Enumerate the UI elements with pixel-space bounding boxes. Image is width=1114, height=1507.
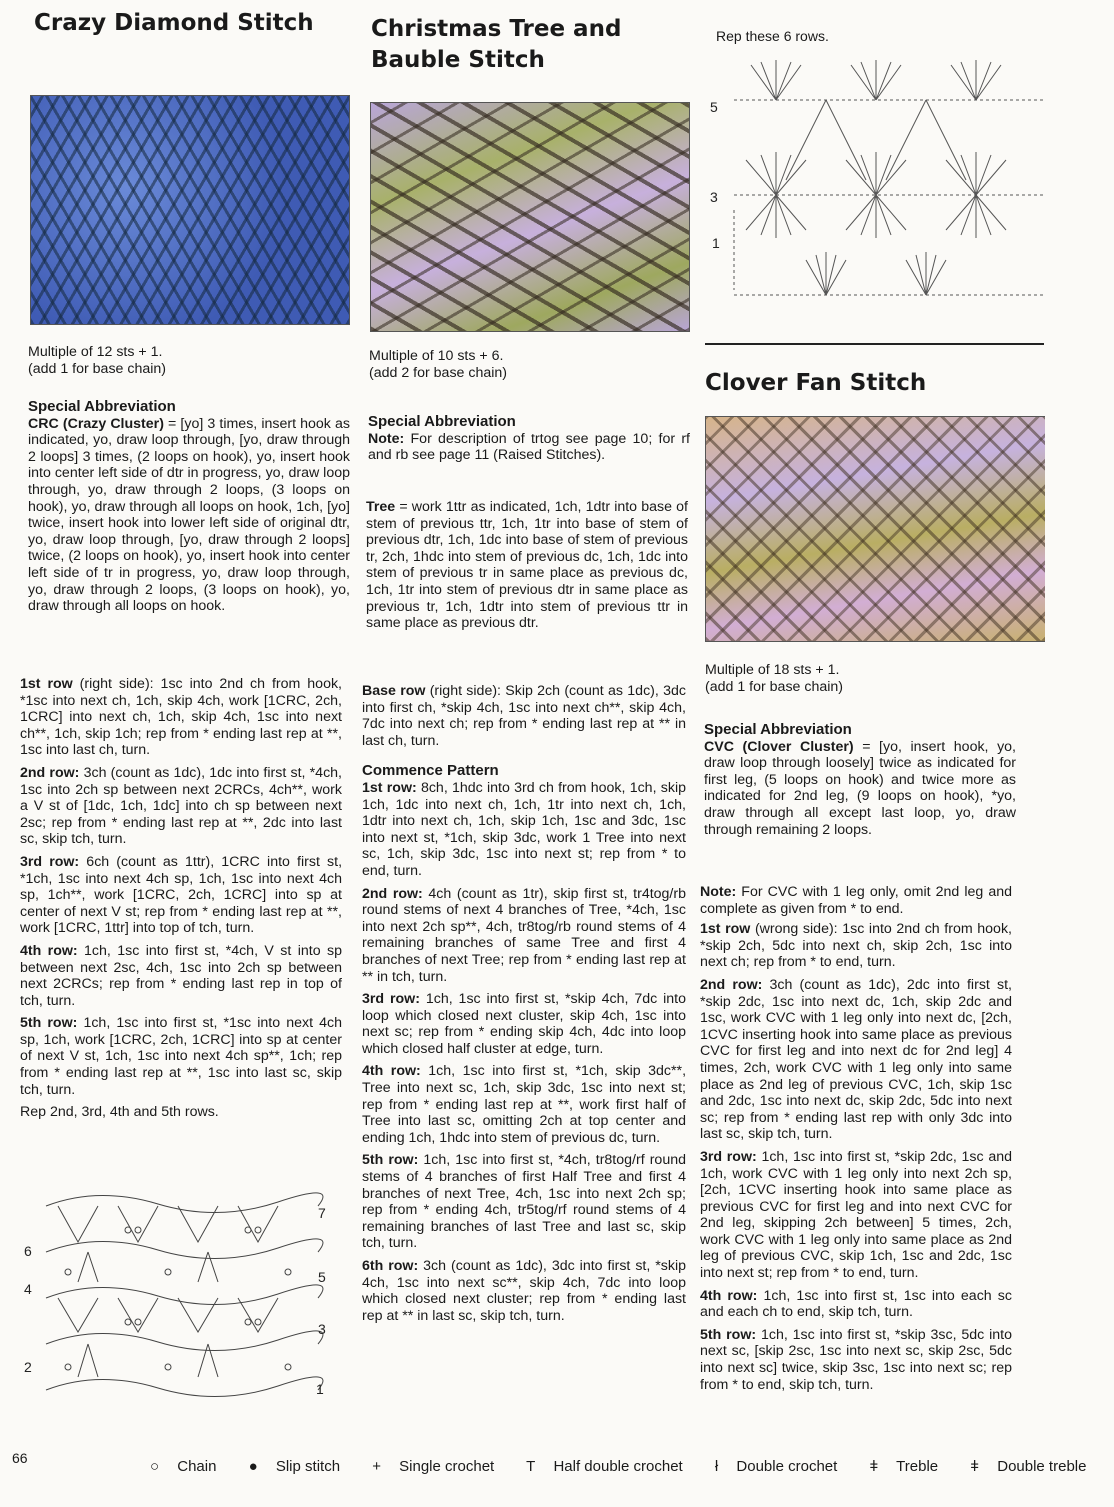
row-label: 4th row: xyxy=(362,1063,421,1080)
clover-fan-abbrev xyxy=(704,722,1016,844)
row-text: 3ch (count as 1dc), 2dc into first st, *skip 2dc, 1sc into next dc, 1ch, skip 2dc and 1sc, work CVC with 1 leg only into next dc, [2ch, 1CVC inserting hook into same place as previous CVC for first leg and into next dc for 2nd leg] 4 times, 2ch, work CVC with 1 leg only into same place as 2nd leg of previous CVC, 1ch, skip 1sc and 2dc, 1sc into next dc, skip 2dc, 5dc into next sc; rep from * ending last rep with only 3dc into last sc, skip tch, turn. xyxy=(700,976,1012,1143)
note-text: For CVC with 1 leg only, omit 2nd leg and complete as given from * to end. xyxy=(700,884,1012,917)
abbrev-name: CVC (Clover Cluster) xyxy=(704,738,854,755)
diagram-row-number: 1 xyxy=(316,1381,324,1397)
row-text: 1ch, 1sc into first st, *4ch, tr8tog/rf round stems of 4 branches of first Half Tree and first 4 branches of next Tree, 4ch, 1sc into next 2ch sp; rep from * ending 4ch, tr5tog/rf round stems of 4 remaining branches of last Tree and last sc, skip tch, turn. xyxy=(362,1152,686,1252)
legend-label: Treble xyxy=(896,1458,939,1475)
row-instruction xyxy=(700,1288,1012,1321)
abbrev-heading: Special Abbreviation xyxy=(368,413,516,430)
repeat-six-rows-text: Rep these 6 rows. xyxy=(716,28,829,44)
row-label: 2nd row: xyxy=(362,885,423,902)
chain-symbol-icon: ○ xyxy=(150,1458,160,1475)
double-crochet-symbol-icon: ł xyxy=(714,1458,719,1475)
row-text: 1ch, 1sc into first st, *1sc into next 4ch sp, 1ch, work [1CRC, 2ch, 1CRC] into sp at center of next V st, 1ch, 1sc into next 4ch sp**, 1ch; rep from * ending last rep at **, 1sc into last sc, skip tch, turn. xyxy=(20,1015,343,1098)
diagram-row-number: 5 xyxy=(318,1269,326,1285)
row-text: (wrong side): 1sc into 2nd ch from hook, *skip 2ch, 5dc into next ch, skip 2ch, 1sc into next ch; rep from * to end, turn. xyxy=(700,921,1012,971)
row-instruction xyxy=(362,1258,686,1324)
row-text: 6ch (count as 1ttr), 1CRC into first st, *1ch, 1sc into next 4ch sp, 1ch, 1sc into next 4ch sp, 1ch**, work [1CRC, 2ch, 1CRC] into sp at center of next V st; rep from * ending last rep at **, work [1CRC, 1ttr] into top of tch, turn. xyxy=(20,853,343,937)
abbrev-text: = [yo] 3 times, insert hook as indicated, yo, draw loop through, [yo, draw through 2 loops] 3 times, (2 loops on hook), yo, insert hook into center left side of dtr in progress, yo, draw loop through, yo, draw through 2 loops, (3 loops on hook), yo, draw through all loops on hook, 1ch, [yo] twice, insert hook into lower left side of original dtr, yo, draw loop through, [yo, draw through 2 loops] twice, (2 loops on hook), yo, insert hook into center left side of tr in progress, yo, draw loop through, yo, draw through 2 loops, (3 loops on hook), yo, draw through all loops on hook. xyxy=(28,415,350,615)
legend-item-double-crochet xyxy=(715,1458,851,1475)
base-row-text: (right side): Skip 2ch (count as 1dc), 3dc into first ch, *skip 4ch, 1sc into next ch**, skip 4ch, 7dc into next ch; rep from * ending last rep at ** in last ch, turn. xyxy=(362,683,686,749)
christmas-tree-swatch-image xyxy=(370,102,690,332)
multiple-text: Multiple of 12 sts + 1. xyxy=(28,344,163,360)
legend-label: Single crochet xyxy=(399,1458,495,1475)
symbol-legend xyxy=(150,1458,1087,1475)
multiple-text: Multiple of 18 sts + 1. xyxy=(705,662,840,678)
abbrev-heading: Special Abbreviation xyxy=(28,398,176,415)
legend-item-chain xyxy=(150,1458,230,1475)
diagram-row-number: 7 xyxy=(318,1205,326,1221)
tree-label: Tree xyxy=(366,499,396,515)
row-text: 4ch (count as 1tr), skip first st, tr4tog/rb round stems of next 4 branches of Tree, *4ch, 1sc into next 2ch sp**, 4ch, tr8tog/rb round stems of 4 remaining branches of same Tree and first 4 branches of next Tree; rep from * ending last rep at ** in tch, turn. xyxy=(362,885,686,985)
row-instruction xyxy=(700,977,1012,1143)
row-text: (right side): 1sc into 2nd ch from hook, *1sc into next ch, 1ch, skip 4ch, work [1CRC, 2ch, 1CRC] into next ch, 1ch, skip 4ch, 1sc into next ch**, 1ch, skip 1ch; rep from * ending last rep at **, 1sc into last ch, turn. xyxy=(20,676,342,759)
christmas-tree-rows xyxy=(362,683,686,1330)
legend-label: Half double crochet xyxy=(553,1458,683,1475)
diagram-row-number: 4 xyxy=(24,1281,32,1297)
legend-item-treble xyxy=(869,1458,952,1475)
row-text: 1ch, 1sc into first st, *1ch, skip 3dc**, Tree into next sc, 1ch, skip 3dc, 1sc into next st; rep from * ending last rep at **, work first half of Tree into last sc, omitting 2ch at top center and ending 1ch, 1hdc into stem of previous dc, turn. xyxy=(362,1063,687,1146)
base-row-label: Base row xyxy=(362,683,426,699)
row-instruction xyxy=(20,854,342,937)
diagram-row-number: 6 xyxy=(24,1243,32,1259)
row-text: 8ch, 1hdc into 3rd ch from hook, 1ch, skip 1ch, 1dc into next ch, 1ch, 1tr into next ch, 1ch, 1dtr into next ch, 1ch, skip 1ch, 1sc and 3dc, 1sc into next st, *1ch, skip 3dc, work 1 Tree into next sc, 1ch, skip 3dc, 1sc into next st; rep from * to end, turn. xyxy=(362,779,686,879)
christmas-tree-title-line1: Christmas Tree and xyxy=(371,16,622,42)
crazy-diamond-abbrev xyxy=(28,399,350,621)
tree-text: = work 1ttr as indicated, 1ch, 1dtr into base of stem of previous ttr, 1ch, 1tr into base of stem of previous dtr, 1ch, 1dc into base of stem of previous tr, 2ch, 1hdc into stem of previous dc, 1ch, 1dc into stem of previous tr in same place as previous dc, 1ch, 1tr into stem of previous dtr in same place as previous tr, 1ch, 1dtr into stem of previous ttr in same place as previous dtr. xyxy=(366,499,688,632)
christmas-tree-title-line2: Bauble Stitch xyxy=(371,47,545,73)
row-instruction xyxy=(362,886,686,986)
tree-definition xyxy=(366,499,688,638)
page-number: 66 xyxy=(12,1450,28,1466)
row-label: 1st row xyxy=(700,921,751,938)
row-instruction xyxy=(700,1327,1012,1393)
row-instruction xyxy=(20,676,342,759)
legend-item-half-double-crochet xyxy=(526,1458,697,1475)
half-double-crochet-symbol-icon: T xyxy=(526,1458,536,1475)
row-label: 5th row: xyxy=(20,1015,78,1032)
row-instruction xyxy=(362,1063,686,1146)
row-instruction xyxy=(20,1015,342,1098)
row-text: 3ch (count as 1dc), 3dc into first st, *skip 4ch, 1sc into next sc**, skip 4ch, 7dc into loop which closed next cluster; rep from * ending last rep at ** in last sc, skip tch, turn. xyxy=(362,1258,687,1324)
legend-item-double-treble xyxy=(970,1458,1100,1475)
crazy-diamond-diagram xyxy=(18,1182,338,1422)
legend-label: Chain xyxy=(177,1458,217,1475)
row-text: 1ch, 1sc into first st, *skip 2dc, 1sc and 1ch, work CVC with 1 leg only into next 2ch sp, [2ch, 1CVC inserting hook into same place as previous CVC for first leg and into next CVC for 2nd leg, skipping 2ch between] 5 times, 2ch, work CVC with 1 leg only into same place as 2nd leg of previous CVC, skip 1ch, 1sc and 2dc, 1sc into next st; rep from * to end, turn. xyxy=(700,1148,1012,1282)
legend-item-single-crochet xyxy=(372,1458,508,1475)
crazy-diamond-swatch-image xyxy=(30,95,350,325)
row-instruction xyxy=(362,780,686,880)
legend-label: Double crochet xyxy=(736,1458,838,1475)
legend-item-slip-stitch xyxy=(249,1458,354,1475)
abbrev-name: CRC (Crazy Cluster) xyxy=(28,415,164,432)
row-text: 1ch, 1sc into first st, *skip 3sc, 5dc into next sc, [skip 2sc, 1sc into next sc, skip 2sc, 5dc into next sc] twice, skip 3sc, 1sc into next sc; rep from * to end, skip tch, turn. xyxy=(700,1326,1012,1393)
row-instruction xyxy=(362,1152,686,1252)
clover-fan-rows xyxy=(700,884,1012,1399)
base-chain-text: (add 1 for base chain) xyxy=(705,678,844,695)
christmas-tree-intro xyxy=(369,348,691,381)
base-chain-text: (add 1 for base chain) xyxy=(28,360,167,377)
crazy-diamond-intro xyxy=(28,344,350,377)
commence-heading: Commence Pattern xyxy=(362,762,499,780)
row-label: 4th row: xyxy=(700,1287,758,1304)
slip-stitch-symbol-icon: ● xyxy=(248,1458,258,1475)
row-instruction xyxy=(20,943,342,1009)
row-text: 3ch (count as 1dc), 1dc into first st, *4ch, 1sc into 2ch sp between next 2CRCs, 4ch**, work a V st of [1dc, 1ch, 1dc] into ch sp between next 2sc; rep from * ending last rep at **, 2dc into last sc, skip tch, turn. xyxy=(20,764,342,848)
row-text: 1ch, 1sc into first st, *skip 4ch, 7dc into loop which closed next cluster, skip 4ch, 1sc into next sc; rep from * ending skip 4ch, 4dc into loop which closed half cluster at edge, turn. xyxy=(362,991,686,1057)
repeat-text: Rep 2nd, 3rd, 4th and 5th rows. xyxy=(20,1104,219,1121)
note-label: Note: xyxy=(368,430,405,447)
note-label: Note: xyxy=(700,884,737,900)
treble-symbol-icon: ǂ xyxy=(869,1458,879,1475)
row-text: 1ch, 1sc into first st, *4ch, V st into sp between next 2sc, 4ch, 1sc into 2ch sp between next 2CRCs; rep from * ending last rep in top of tch, turn. xyxy=(20,942,342,1009)
clover-fan-intro xyxy=(705,662,1025,695)
diagram-row-number: 3 xyxy=(318,1321,326,1337)
row-label: 1st row xyxy=(20,676,73,692)
base-chain-text: (add 2 for base chain) xyxy=(369,364,508,381)
row-label: 2nd row: xyxy=(20,764,80,781)
row-instruction xyxy=(362,991,686,1057)
row-text: 1ch, 1sc into first st, 1sc into each sc and each ch to end, skip tch, turn. xyxy=(700,1287,1012,1321)
row-instruction xyxy=(700,1149,1012,1282)
row-label: 1st row: xyxy=(362,779,417,796)
abbrev-text: = [yo, insert hook, yo, draw loop through loosely] twice as indicated for first leg, (5 loops on hook) and twice more as indicated for 2nd leg, (9 loops on hook), *yo, draw through all except last loop, yo, draw through remaining 2 loops. xyxy=(704,738,1016,838)
christmas-tree-abbrev xyxy=(368,414,690,470)
diagram-row-number: 3 xyxy=(710,189,718,205)
diagram-row-number: 1 xyxy=(712,235,720,251)
column-clover-fan xyxy=(700,0,1044,1440)
row-label: 2nd row: xyxy=(700,976,763,993)
clover-fan-title: Clover Fan Stitch xyxy=(705,370,927,396)
row-label: 3rd row: xyxy=(362,991,420,1008)
diagram-row-number: 5 xyxy=(710,99,718,115)
row-label: 4th row: xyxy=(20,942,78,959)
double-treble-symbol-icon: ǂ xyxy=(970,1458,980,1475)
crazy-diamond-rows xyxy=(20,676,342,1127)
diagram-row-number: 2 xyxy=(24,1359,32,1375)
row-instruction xyxy=(700,921,1012,971)
abbrev-heading: Special Abbreviation xyxy=(704,721,852,738)
row-label: 5th row: xyxy=(362,1152,419,1169)
single-crochet-symbol-icon: + xyxy=(372,1458,381,1475)
note-text: For description of trtog see page 10; for rf and rb see page 11 (Raised Stitches). xyxy=(368,430,690,464)
row-label: 6th row: xyxy=(362,1258,419,1274)
legend-label: Double treble xyxy=(997,1458,1087,1475)
row-instruction xyxy=(20,765,342,848)
multiple-text: Multiple of 10 sts + 6. xyxy=(369,348,504,364)
legend-label: Slip stitch xyxy=(275,1458,341,1475)
row-label: 5th row: xyxy=(700,1326,757,1343)
christmas-tree-title-block xyxy=(371,14,671,76)
crazy-diamond-title: Crazy Diamond Stitch xyxy=(34,10,314,36)
row-label: 3rd row: xyxy=(700,1148,757,1165)
row-label: 3rd row: xyxy=(20,853,80,870)
